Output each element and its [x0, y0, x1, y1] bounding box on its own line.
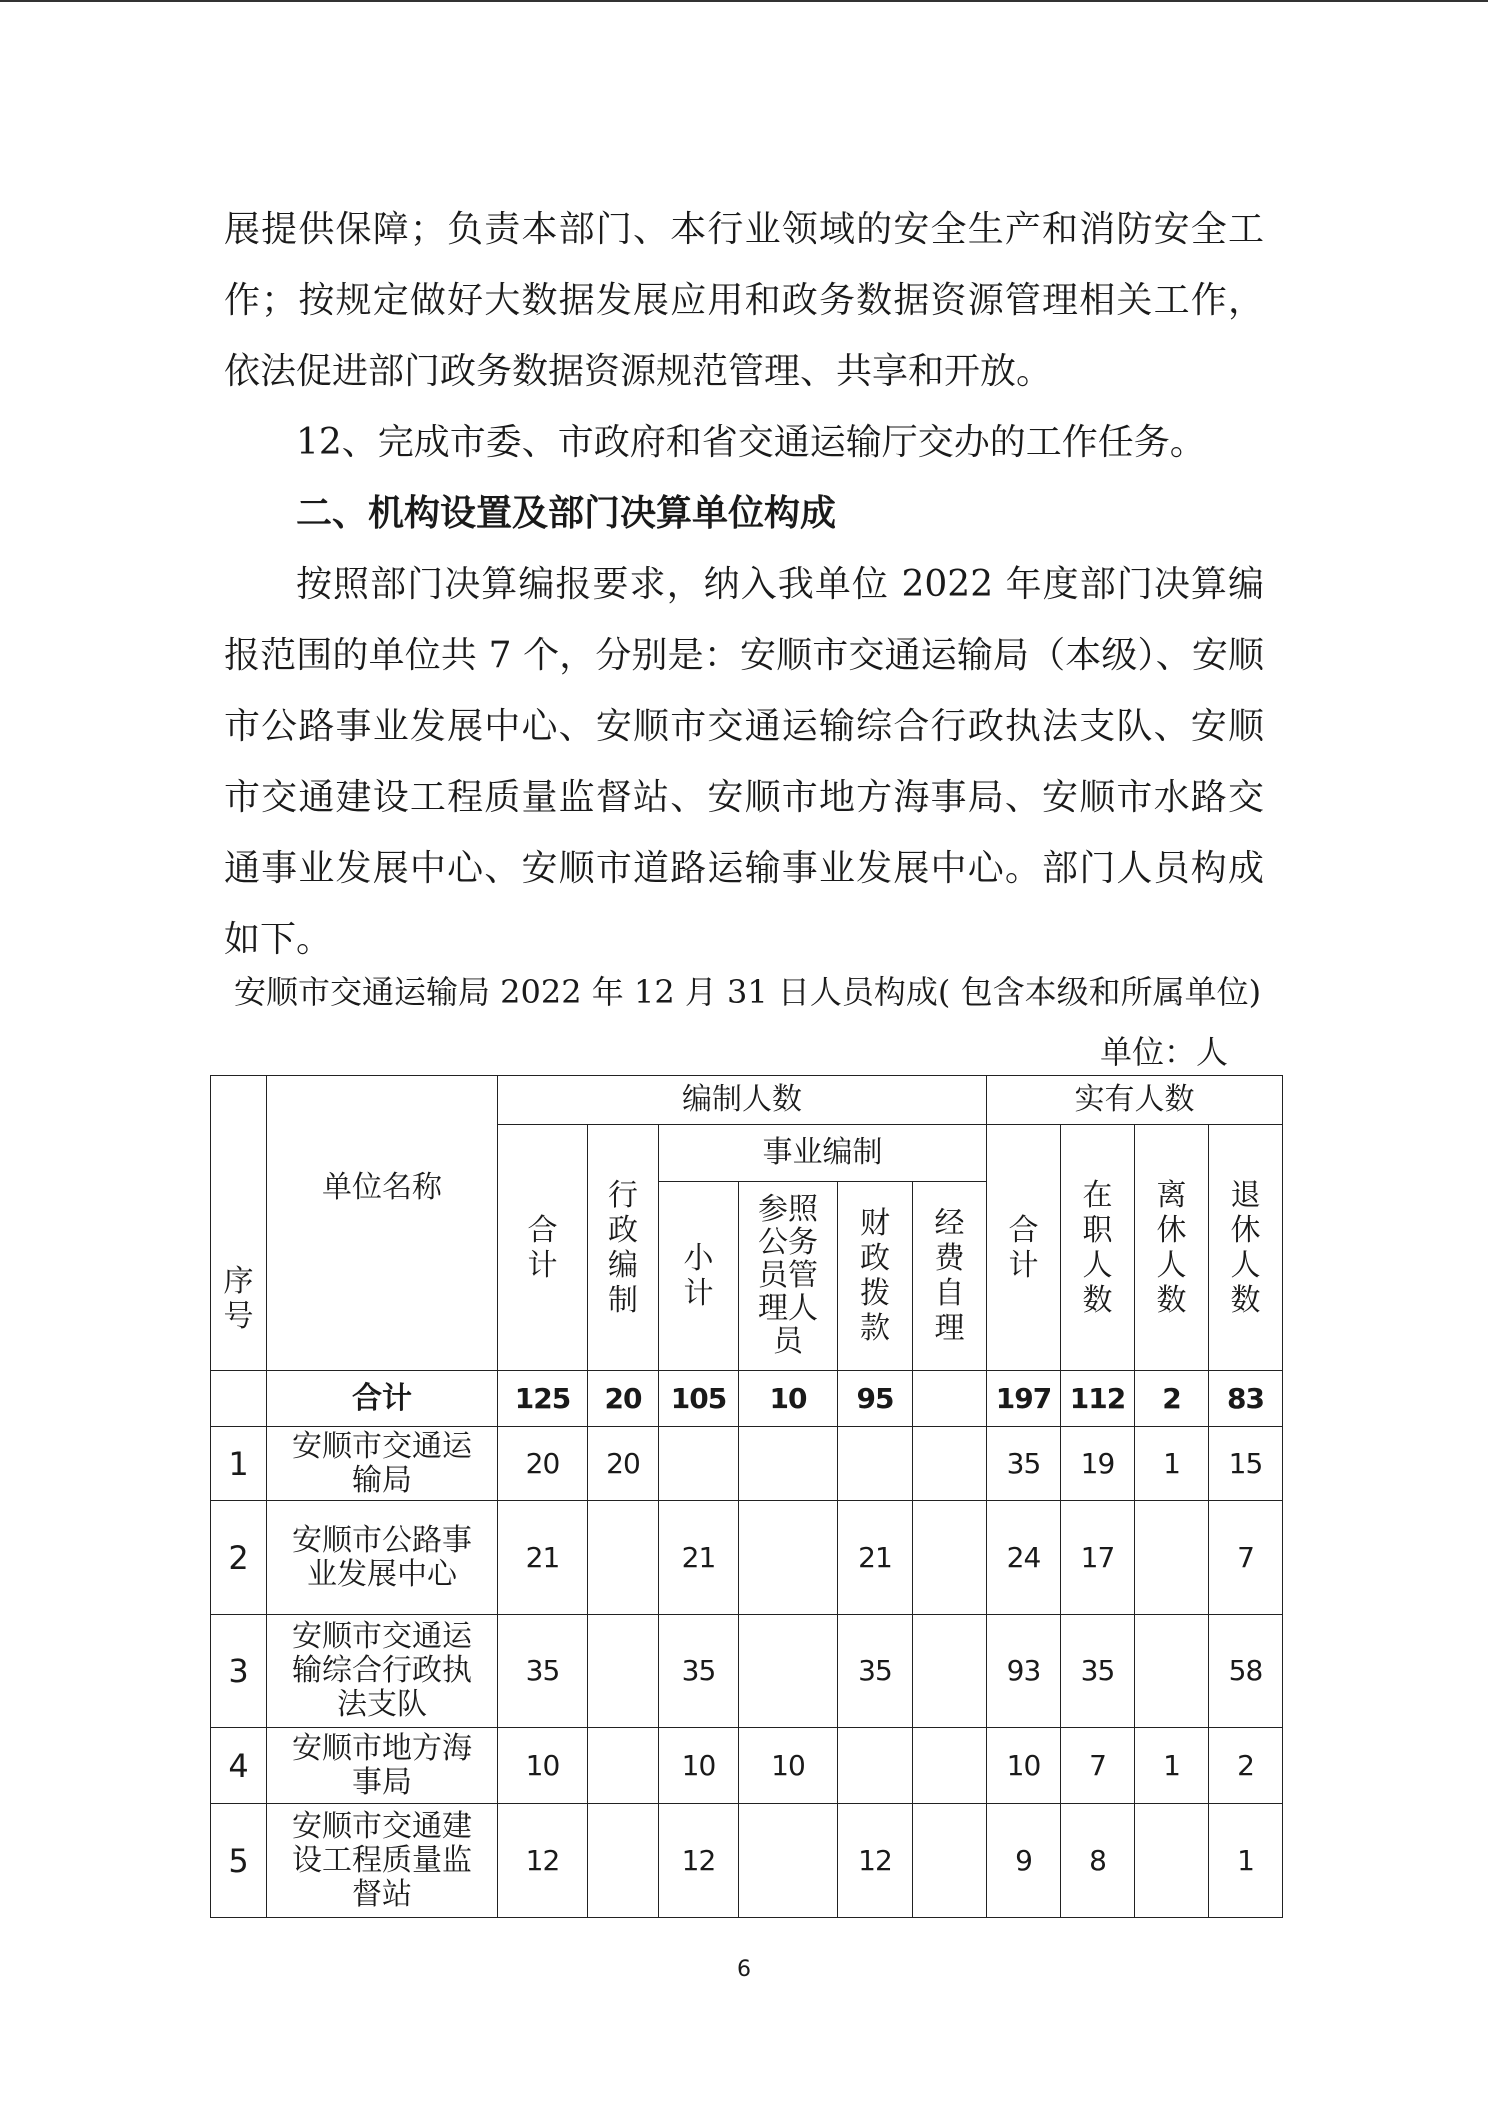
row-actual-total: 35	[987, 1427, 1061, 1501]
row-retired: 7	[1209, 1501, 1283, 1615]
header-retired-cadre: 离休人数	[1135, 1125, 1209, 1371]
paragraph-unit-composition: 按照部门决算编报要求，纳入我单位 2022 年度部门决算编报范围的单位共 7 个，分别是：安顺市交通运输局（本级）、安顺市公路事业发展中心、安顺市交通运输综合行政执法支队、安顺市交通建设工程质量监督站、安顺市地方海事局、安顺市水路交通事业发展中心、安顺市道路运输事业发展中心。部门人员构成如下。	[224, 564, 1264, 960]
row-retired: 1	[1209, 1804, 1283, 1918]
row-auth-total: 12	[498, 1804, 588, 1918]
header-employed: 在职人数	[1061, 1125, 1135, 1371]
total-admin: 20	[588, 1371, 659, 1427]
row-subtotal: 35	[659, 1615, 739, 1728]
row-admin: 20	[588, 1427, 659, 1501]
table-row	[211, 1615, 1283, 1728]
row-employed: 8	[1061, 1804, 1135, 1918]
total-fiscal: 95	[838, 1371, 913, 1427]
row-employed: 7	[1061, 1728, 1135, 1804]
row-retired: 58	[1209, 1615, 1283, 1728]
row-self-funded	[913, 1501, 987, 1615]
total-employed: 112	[1061, 1371, 1135, 1427]
row-actual-total: 24	[987, 1501, 1061, 1615]
header-civil-ref: 参照公务员管理人员	[739, 1182, 838, 1371]
total-retired: 83	[1209, 1371, 1283, 1427]
row-seq: 3	[211, 1615, 267, 1728]
row-retired: 2	[1209, 1728, 1283, 1804]
row-retired-cadre	[1135, 1804, 1209, 1918]
row-self-funded	[913, 1804, 987, 1918]
page-number: 6	[737, 1957, 751, 1982]
total-label: 合计	[267, 1371, 498, 1427]
total-auth-total: 125	[498, 1371, 588, 1427]
row-fiscal: 12	[838, 1804, 913, 1918]
row-employed: 19	[1061, 1427, 1135, 1501]
row-retired-cadre	[1135, 1615, 1209, 1728]
row-retired: 15	[1209, 1427, 1283, 1501]
paragraph-continuation: 展提供保障；负责本部门、本行业领域的安全生产和消防安全工作；按规定做好大数据发展应用和政务数据资源管理相关工作，依法促进部门政务数据资源规范管理、共享和开放。	[224, 209, 1264, 392]
total-subtotal: 105	[659, 1371, 739, 1427]
header-public-institution: 事业编制	[659, 1125, 987, 1182]
header-auth-total: 合计	[498, 1125, 588, 1371]
total-retired-cadre: 2	[1135, 1371, 1209, 1427]
row-subtotal	[659, 1427, 739, 1501]
row-seq: 4	[211, 1728, 267, 1804]
row-fiscal	[838, 1427, 913, 1501]
header-actual: 实有人数	[987, 1076, 1283, 1125]
row-civil-ref	[739, 1501, 838, 1615]
table-row	[211, 1804, 1283, 1918]
table-caption: 安顺市交通运输局 2022 年 12 月 31 日人员构成( 包含本级和所属单位)	[234, 973, 1262, 1011]
row-employed: 17	[1061, 1501, 1135, 1615]
row-auth-total: 10	[498, 1728, 588, 1804]
total-self-funded	[913, 1371, 987, 1427]
row-unit-name: 安顺市交通运输综合行政执法支队	[267, 1615, 498, 1728]
row-subtotal: 12	[659, 1804, 739, 1918]
row-admin	[588, 1728, 659, 1804]
row-fiscal	[838, 1728, 913, 1804]
row-auth-total: 35	[498, 1615, 588, 1728]
header-unit-name: 单位名称	[267, 1076, 498, 1371]
row-self-funded	[913, 1728, 987, 1804]
table-row	[211, 1501, 1283, 1615]
header-admin: 行政编制	[588, 1125, 659, 1371]
header-fiscal: 财政拨款	[838, 1182, 913, 1371]
row-civil-ref	[739, 1804, 838, 1918]
row-unit-name: 安顺市地方海事局	[267, 1728, 498, 1804]
unit-label: 单位：人	[1100, 1033, 1229, 1071]
row-auth-total: 21	[498, 1501, 588, 1615]
header-subtotal: 小计	[659, 1182, 739, 1371]
row-actual-total: 93	[987, 1615, 1061, 1728]
header-actual-total: 合计	[987, 1125, 1061, 1371]
row-seq: 1	[211, 1427, 267, 1501]
row-employed: 35	[1061, 1615, 1135, 1728]
table-row	[211, 1427, 1283, 1501]
header-retired: 退休人数	[1209, 1125, 1283, 1371]
row-retired-cadre: 1	[1135, 1427, 1209, 1501]
row-subtotal: 21	[659, 1501, 739, 1615]
row-civil-ref	[739, 1615, 838, 1728]
section-heading: 二、机构设置及部门决算单位构成	[296, 493, 837, 534]
row-admin	[588, 1501, 659, 1615]
table-row	[211, 1728, 1283, 1804]
row-admin	[588, 1804, 659, 1918]
row-actual-total: 9	[987, 1804, 1061, 1918]
body-text	[224, 194, 1264, 975]
row-fiscal: 21	[838, 1501, 913, 1615]
row-seq: 2	[211, 1501, 267, 1615]
row-self-funded	[913, 1427, 987, 1501]
row-unit-name: 安顺市交通运输局	[267, 1427, 498, 1501]
table-total-row	[211, 1371, 1283, 1427]
staff-composition-table	[210, 1075, 1283, 1918]
row-civil-ref: 10	[739, 1728, 838, 1804]
paragraph-item-12: 12、完成市委、市政府和省交通运输厅交办的工作任务。	[296, 422, 1206, 463]
row-retired-cadre	[1135, 1501, 1209, 1615]
header-self-funded: 经费自理	[913, 1182, 987, 1371]
row-admin	[588, 1615, 659, 1728]
row-subtotal: 10	[659, 1728, 739, 1804]
row-seq: 5	[211, 1804, 267, 1918]
total-actual-total: 197	[987, 1371, 1061, 1427]
row-fiscal: 35	[838, 1615, 913, 1728]
row-unit-name: 安顺市交通建设工程质量监督站	[267, 1804, 498, 1918]
row-auth-total: 20	[498, 1427, 588, 1501]
row-unit-name: 安顺市公路事业发展中心	[267, 1501, 498, 1615]
row-civil-ref	[739, 1427, 838, 1501]
row-retired-cadre: 1	[1135, 1728, 1209, 1804]
total-civil-ref: 10	[739, 1371, 838, 1427]
row-self-funded	[913, 1615, 987, 1728]
header-seq: 序号	[211, 1076, 267, 1371]
row-actual-total: 10	[987, 1728, 1061, 1804]
header-authorized: 编制人数	[498, 1076, 987, 1125]
